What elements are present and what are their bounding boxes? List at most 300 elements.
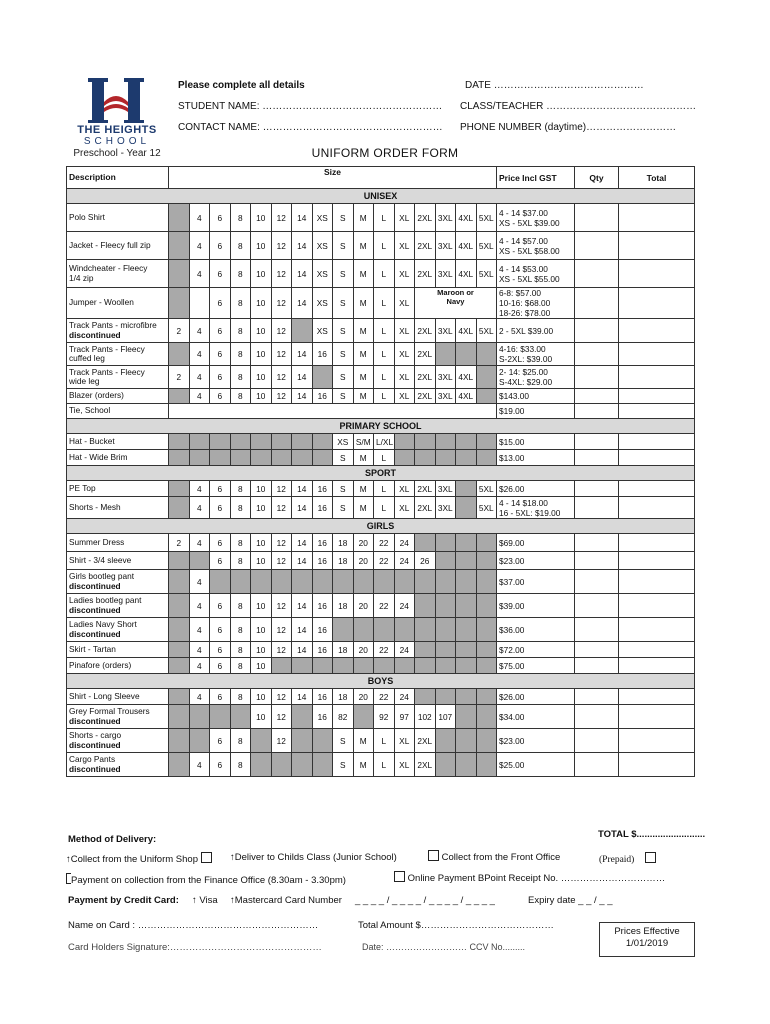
size-option[interactable]: 12 xyxy=(271,204,292,232)
qty-input[interactable] xyxy=(575,689,619,705)
size-option[interactable]: 14 xyxy=(292,366,313,389)
size-option[interactable]: L xyxy=(374,288,395,319)
checkbox-collect-front-office[interactable] xyxy=(428,850,439,861)
size-option[interactable]: 24 xyxy=(394,594,415,618)
size-option[interactable]: 4 xyxy=(189,618,210,642)
phone-number-field[interactable]: PHONE NUMBER (daytime)……………………… xyxy=(460,122,677,133)
size-option[interactable]: 6 xyxy=(210,729,231,753)
size-option[interactable]: 12 xyxy=(271,705,292,729)
size-option[interactable]: 20 xyxy=(353,552,374,570)
size-option[interactable]: 16 xyxy=(312,389,333,404)
row-total-input[interactable] xyxy=(619,319,695,343)
row-total-input[interactable] xyxy=(619,642,695,658)
size-option[interactable]: XL xyxy=(394,232,415,260)
size-option[interactable]: 16 xyxy=(312,552,333,570)
qty-input[interactable] xyxy=(575,705,619,729)
size-option[interactable]: 10 xyxy=(251,366,272,389)
qty-input[interactable] xyxy=(575,366,619,389)
size-option[interactable]: S xyxy=(333,450,354,466)
size-option[interactable]: 14 xyxy=(292,552,313,570)
size-option[interactable]: L xyxy=(374,343,395,366)
size-option[interactable]: L xyxy=(374,450,395,466)
size-option[interactable]: 6 xyxy=(210,534,231,552)
size-option[interactable]: 24 xyxy=(394,689,415,705)
size-option[interactable]: 14 xyxy=(292,343,313,366)
size-option[interactable]: 8 xyxy=(230,642,251,658)
row-total-input[interactable] xyxy=(619,658,695,674)
size-option[interactable]: M xyxy=(353,729,374,753)
size-option[interactable]: 10 xyxy=(251,288,272,319)
size-option[interactable]: 92 xyxy=(374,705,395,729)
option-mastercard[interactable]: ↑Mastercard Card Number xyxy=(230,895,342,906)
size-option[interactable]: S xyxy=(333,343,354,366)
size-option[interactable]: S xyxy=(333,319,354,343)
size-option[interactable]: 8 xyxy=(230,481,251,497)
size-option[interactable]: XL xyxy=(394,389,415,404)
qty-input[interactable] xyxy=(575,552,619,570)
size-option[interactable]: 10 xyxy=(251,343,272,366)
size-option[interactable]: 10 xyxy=(251,642,272,658)
qty-input[interactable] xyxy=(575,618,619,642)
size-option[interactable]: XS xyxy=(312,232,333,260)
size-option[interactable]: XL xyxy=(394,753,415,777)
size-option[interactable]: XL xyxy=(394,319,415,343)
prepaid-option[interactable]: (Prepaid) xyxy=(599,852,656,865)
date-ccv-field[interactable]: Date: ……………………… CCV No......... xyxy=(362,942,526,952)
size-option[interactable]: 8 xyxy=(230,389,251,404)
size-option[interactable]: M xyxy=(353,343,374,366)
size-option[interactable]: 4 xyxy=(189,753,210,777)
signature-field[interactable]: Card Holders Signature:………………………………………… xyxy=(68,942,322,953)
size-option[interactable]: 2XL xyxy=(415,729,436,753)
size-option[interactable]: S xyxy=(333,366,354,389)
size-option[interactable]: 20 xyxy=(353,642,374,658)
row-total-input[interactable] xyxy=(619,729,695,753)
size-option[interactable]: 6 xyxy=(210,552,231,570)
size-option[interactable]: 14 xyxy=(292,594,313,618)
size-option[interactable]: 10 xyxy=(251,534,272,552)
qty-input[interactable] xyxy=(575,570,619,594)
checkbox-prepaid[interactable] xyxy=(645,852,656,863)
size-option[interactable]: 8 xyxy=(230,534,251,552)
qty-input[interactable] xyxy=(575,404,619,419)
size-option[interactable]: 4 xyxy=(189,481,210,497)
size-option[interactable]: 8 xyxy=(230,288,251,319)
size-option[interactable]: 8 xyxy=(230,343,251,366)
size-option[interactable]: 12 xyxy=(271,389,292,404)
size-option[interactable]: 4 xyxy=(189,204,210,232)
qty-input[interactable] xyxy=(575,288,619,319)
size-option[interactable]: 10 xyxy=(251,618,272,642)
size-option[interactable]: 6 xyxy=(210,618,231,642)
size-option[interactable]: 4 xyxy=(189,260,210,288)
size-option[interactable]: L/XL xyxy=(374,434,395,450)
qty-input[interactable] xyxy=(575,594,619,618)
qty-input[interactable] xyxy=(575,434,619,450)
size-option[interactable]: 24 xyxy=(394,534,415,552)
size-option[interactable]: 10 xyxy=(251,260,272,288)
size-option[interactable]: L xyxy=(374,366,395,389)
name-on-card-field[interactable]: Name on Card : ………………………………………………… xyxy=(68,920,319,931)
size-option[interactable]: 16 xyxy=(312,705,333,729)
size-option[interactable]: L xyxy=(374,481,395,497)
size-option[interactable]: 20 xyxy=(353,689,374,705)
size-option[interactable]: 12 xyxy=(271,534,292,552)
size-option[interactable]: 8 xyxy=(230,204,251,232)
size-option[interactable]: 4XL xyxy=(456,366,477,389)
size-option[interactable]: 22 xyxy=(374,594,395,618)
size-option[interactable]: 26 xyxy=(415,552,436,570)
size-option[interactable]: 2XL xyxy=(415,204,436,232)
size-option[interactable]: 8 xyxy=(230,232,251,260)
size-option[interactable]: 5XL xyxy=(476,232,497,260)
size-option[interactable]: XS xyxy=(312,288,333,319)
size-option[interactable]: S xyxy=(333,497,354,519)
size-option[interactable]: 8 xyxy=(230,497,251,519)
size-option[interactable]: 8 xyxy=(230,689,251,705)
size-option[interactable]: 2 xyxy=(169,534,190,552)
size-option[interactable]: 12 xyxy=(271,497,292,519)
qty-input[interactable] xyxy=(575,450,619,466)
size-option[interactable]: 10 xyxy=(251,689,272,705)
size-option[interactable]: 12 xyxy=(271,594,292,618)
size-option[interactable]: 6 xyxy=(210,497,231,519)
class-teacher-field[interactable]: CLASS/TEACHER ……………………………………… xyxy=(460,101,697,112)
size-option[interactable]: 3XL xyxy=(435,260,456,288)
size-option[interactable]: 14 xyxy=(292,481,313,497)
size-option[interactable]: S xyxy=(333,729,354,753)
size-option[interactable]: 6 xyxy=(210,753,231,777)
size-option[interactable]: 5XL xyxy=(476,260,497,288)
size-option[interactable]: 4 xyxy=(189,570,210,594)
size-option[interactable]: 10 xyxy=(251,497,272,519)
size-option[interactable]: XL xyxy=(394,366,415,389)
size-option[interactable]: 82 xyxy=(333,705,354,729)
size-option[interactable]: 4 xyxy=(189,534,210,552)
size-option[interactable]: 3XL xyxy=(435,204,456,232)
size-option[interactable]: 4XL xyxy=(456,260,477,288)
qty-input[interactable] xyxy=(575,343,619,366)
size-option[interactable]: 4 xyxy=(189,232,210,260)
size-option[interactable]: XL xyxy=(394,288,415,319)
size-option[interactable]: 6 xyxy=(210,343,231,366)
size-option[interactable]: 2XL xyxy=(415,481,436,497)
qty-input[interactable] xyxy=(575,204,619,232)
size-option[interactable]: L xyxy=(374,319,395,343)
qty-input[interactable] xyxy=(575,389,619,404)
row-total-input[interactable] xyxy=(619,434,695,450)
row-total-input[interactable] xyxy=(619,497,695,519)
size-option[interactable]: S xyxy=(333,204,354,232)
size-option[interactable]: 16 xyxy=(312,343,333,366)
size-option[interactable]: 2XL xyxy=(415,319,436,343)
size-option[interactable]: 4XL xyxy=(456,389,477,404)
qty-input[interactable] xyxy=(575,642,619,658)
size-option[interactable]: 6 xyxy=(210,260,231,288)
size-option[interactable]: XL xyxy=(394,729,415,753)
size-option[interactable]: 2XL xyxy=(415,389,436,404)
size-option[interactable]: M xyxy=(353,366,374,389)
size-option[interactable]: 8 xyxy=(230,260,251,288)
size-option[interactable]: S/M xyxy=(353,434,374,450)
row-total-input[interactable] xyxy=(619,481,695,497)
size-option[interactable]: 20 xyxy=(353,534,374,552)
size-option[interactable]: 4 xyxy=(189,366,210,389)
size-option[interactable]: 8 xyxy=(230,319,251,343)
size-option[interactable]: 3XL xyxy=(435,389,456,404)
size-option[interactable]: M xyxy=(353,232,374,260)
size-option[interactable]: L xyxy=(374,497,395,519)
size-option[interactable]: L xyxy=(374,204,395,232)
size-option[interactable]: 10 xyxy=(251,594,272,618)
size-option[interactable]: 4XL xyxy=(456,319,477,343)
size-option[interactable]: 10 xyxy=(251,705,272,729)
size-option[interactable]: 14 xyxy=(292,497,313,519)
date-field[interactable]: DATE ……………………………………… xyxy=(465,80,644,91)
size-option[interactable]: M xyxy=(353,260,374,288)
size-option[interactable]: 3XL xyxy=(435,497,456,519)
size-option[interactable]: 16 xyxy=(312,689,333,705)
size-option[interactable]: 6 xyxy=(210,642,231,658)
size-option[interactable]: 12 xyxy=(271,481,292,497)
size-option[interactable]: 2XL xyxy=(415,366,436,389)
size-option[interactable]: 5XL xyxy=(476,481,497,497)
size-option[interactable]: 24 xyxy=(394,552,415,570)
size-option[interactable]: 4 xyxy=(189,319,210,343)
size-option[interactable]: 14 xyxy=(292,689,313,705)
size-option[interactable]: 16 xyxy=(312,618,333,642)
size-option[interactable]: 6 xyxy=(210,594,231,618)
option-deliver-class[interactable]: ↑Deliver to Childs Class (Junior School) xyxy=(230,852,397,863)
size-option[interactable]: 12 xyxy=(271,618,292,642)
size-option[interactable]: 12 xyxy=(271,689,292,705)
size-option[interactable]: 97 xyxy=(394,705,415,729)
size-option[interactable]: XS xyxy=(312,204,333,232)
size-option[interactable]: 6 xyxy=(210,389,231,404)
size-option[interactable]: XL xyxy=(394,497,415,519)
size-option[interactable]: M xyxy=(353,450,374,466)
qty-input[interactable] xyxy=(575,497,619,519)
qty-input[interactable] xyxy=(575,658,619,674)
size-option[interactable]: XL xyxy=(394,343,415,366)
size-option[interactable]: 10 xyxy=(251,204,272,232)
size-option[interactable]: 12 xyxy=(271,288,292,319)
size-option[interactable]: 6 xyxy=(210,232,231,260)
size-option[interactable]: 8 xyxy=(230,753,251,777)
size-option[interactable]: S xyxy=(333,389,354,404)
row-total-input[interactable] xyxy=(619,404,695,419)
size-option[interactable]: M xyxy=(353,204,374,232)
size-option[interactable]: 10 xyxy=(251,232,272,260)
size-option[interactable]: 3XL xyxy=(435,366,456,389)
size-option[interactable]: 16 xyxy=(312,642,333,658)
row-total-input[interactable] xyxy=(619,366,695,389)
qty-input[interactable] xyxy=(575,319,619,343)
size-option[interactable]: 24 xyxy=(394,642,415,658)
size-option[interactable]: 2 xyxy=(169,319,190,343)
size-option[interactable]: 14 xyxy=(292,618,313,642)
size-option[interactable]: 14 xyxy=(292,288,313,319)
size-option[interactable]: 6 xyxy=(210,366,231,389)
size-option[interactable]: 14 xyxy=(292,534,313,552)
size-option[interactable]: 5XL xyxy=(476,497,497,519)
qty-input[interactable] xyxy=(575,729,619,753)
size-option[interactable]: 18 xyxy=(333,594,354,618)
size-option[interactable]: 3XL xyxy=(435,232,456,260)
size-option[interactable]: 22 xyxy=(374,552,395,570)
size-option[interactable]: M xyxy=(353,481,374,497)
size-option[interactable]: 4 xyxy=(189,594,210,618)
expiry-date-field[interactable]: Expiry date _ _ / _ _ xyxy=(528,895,613,906)
size-option[interactable]: 4 xyxy=(189,642,210,658)
size-option[interactable]: 8 xyxy=(230,658,251,674)
size-option[interactable]: 12 xyxy=(271,343,292,366)
grand-total-field[interactable]: TOTAL $.......................... xyxy=(598,829,706,840)
option-collect-uniform-shop[interactable]: ↑Collect from the Uniform Shop xyxy=(66,852,212,865)
row-total-input[interactable] xyxy=(619,288,695,319)
size-option[interactable]: 6 xyxy=(210,319,231,343)
size-option[interactable]: XS xyxy=(312,319,333,343)
checkbox-collect-uniform-shop[interactable] xyxy=(201,852,212,863)
row-total-input[interactable] xyxy=(619,594,695,618)
size-option[interactable]: L xyxy=(374,389,395,404)
size-option[interactable]: 14 xyxy=(292,204,313,232)
size-option[interactable]: 10 xyxy=(251,319,272,343)
size-option[interactable]: 6 xyxy=(210,689,231,705)
row-total-input[interactable] xyxy=(619,534,695,552)
size-option[interactable]: 5XL xyxy=(476,319,497,343)
size-option[interactable]: 2XL xyxy=(415,343,436,366)
size-option[interactable]: L xyxy=(374,232,395,260)
size-option[interactable]: M xyxy=(353,389,374,404)
checkbox-online-payment[interactable] xyxy=(394,871,405,882)
size-option[interactable]: 2XL xyxy=(415,497,436,519)
card-number-field[interactable]: _ _ _ _ / _ _ _ _ / _ _ _ _ / _ _ _ _ xyxy=(355,895,495,906)
size-option[interactable]: 3XL xyxy=(435,319,456,343)
size-option[interactable]: S xyxy=(333,232,354,260)
size-option[interactable]: 12 xyxy=(271,729,292,753)
row-total-input[interactable] xyxy=(619,705,695,729)
size-option[interactable]: L xyxy=(374,729,395,753)
size-option[interactable]: XS xyxy=(333,434,354,450)
size-option[interactable]: XL xyxy=(394,204,415,232)
size-option[interactable]: 2XL xyxy=(415,753,436,777)
row-total-input[interactable] xyxy=(619,618,695,642)
size-option[interactable]: 8 xyxy=(230,594,251,618)
size-option[interactable]: 8 xyxy=(230,552,251,570)
size-option[interactable]: 14 xyxy=(292,260,313,288)
size-option[interactable]: 22 xyxy=(374,534,395,552)
row-total-input[interactable] xyxy=(619,753,695,777)
size-option[interactable]: 4 xyxy=(189,497,210,519)
size-option[interactable]: 107 xyxy=(435,705,456,729)
size-option[interactable]: XL xyxy=(394,481,415,497)
size-option[interactable]: 5XL xyxy=(476,204,497,232)
qty-input[interactable] xyxy=(575,534,619,552)
qty-input[interactable] xyxy=(575,481,619,497)
size-option[interactable]: 6 xyxy=(210,204,231,232)
size-option[interactable]: 4 xyxy=(189,389,210,404)
size-option[interactable]: 16 xyxy=(312,534,333,552)
size-option[interactable]: M xyxy=(353,497,374,519)
size-option[interactable]: 18 xyxy=(333,534,354,552)
size-option[interactable]: 18 xyxy=(333,552,354,570)
size-option[interactable]: 16 xyxy=(312,497,333,519)
size-option[interactable] xyxy=(189,288,210,319)
size-option[interactable]: 10 xyxy=(251,389,272,404)
qty-input[interactable] xyxy=(575,232,619,260)
size-option[interactable]: 2XL xyxy=(415,232,436,260)
size-option[interactable]: 4XL xyxy=(456,232,477,260)
size-option[interactable]: 4 xyxy=(189,658,210,674)
row-total-input[interactable] xyxy=(619,552,695,570)
student-name-field[interactable]: STUDENT NAME: ……………………………………………… xyxy=(178,101,443,112)
size-option[interactable]: 22 xyxy=(374,642,395,658)
option-online-payment[interactable]: Online Payment BPoint Receipt No. …………………………… xyxy=(394,871,665,884)
size-option[interactable]: 22 xyxy=(374,689,395,705)
size-option[interactable]: L xyxy=(374,753,395,777)
row-total-input[interactable] xyxy=(619,260,695,288)
size-option[interactable]: 12 xyxy=(271,642,292,658)
size-option[interactable]: 12 xyxy=(271,552,292,570)
total-amount-field[interactable]: Total Amount $…………………………………… xyxy=(358,920,554,931)
size-option[interactable]: XL xyxy=(394,260,415,288)
size-option[interactable]: 16 xyxy=(312,594,333,618)
size-option[interactable]: 10 xyxy=(251,552,272,570)
size-option[interactable]: 8 xyxy=(230,618,251,642)
row-total-input[interactable] xyxy=(619,232,695,260)
size-option[interactable]: S xyxy=(333,288,354,319)
qty-input[interactable] xyxy=(575,753,619,777)
row-total-input[interactable] xyxy=(619,570,695,594)
size-option[interactable]: 18 xyxy=(333,689,354,705)
row-total-input[interactable] xyxy=(619,343,695,366)
size-option[interactable]: 6 xyxy=(210,658,231,674)
row-total-input[interactable] xyxy=(619,450,695,466)
row-total-input[interactable] xyxy=(619,204,695,232)
size-option[interactable]: 10 xyxy=(251,658,272,674)
contact-name-field[interactable]: CONTACT NAME: ……………………………………………… xyxy=(178,122,443,133)
size-option[interactable]: 4 xyxy=(189,689,210,705)
size-option[interactable]: M xyxy=(353,753,374,777)
qty-input[interactable] xyxy=(575,260,619,288)
size-option[interactable]: S xyxy=(333,481,354,497)
size-option[interactable]: 8 xyxy=(230,729,251,753)
size-option[interactable]: 6 xyxy=(210,288,231,319)
size-option[interactable]: 14 xyxy=(292,389,313,404)
size-option[interactable]: 2XL xyxy=(415,260,436,288)
size-option[interactable]: 14 xyxy=(292,642,313,658)
size-option[interactable]: 12 xyxy=(271,260,292,288)
size-option[interactable]: 102 xyxy=(415,705,436,729)
size-option[interactable]: 20 xyxy=(353,594,374,618)
row-total-input[interactable] xyxy=(619,689,695,705)
size-option[interactable]: 16 xyxy=(312,481,333,497)
size-option[interactable]: 18 xyxy=(333,642,354,658)
size-option[interactable]: 12 xyxy=(271,319,292,343)
size-option[interactable]: 12 xyxy=(271,232,292,260)
size-option[interactable]: 6 xyxy=(210,481,231,497)
option-visa[interactable]: ↑ Visa xyxy=(192,895,218,906)
size-option[interactable]: 3XL xyxy=(435,481,456,497)
row-total-input[interactable] xyxy=(619,389,695,404)
size-option[interactable]: 10 xyxy=(251,481,272,497)
size-option[interactable]: M xyxy=(353,319,374,343)
size-option[interactable]: 14 xyxy=(292,232,313,260)
size-option[interactable]: 8 xyxy=(230,366,251,389)
size-option[interactable]: M xyxy=(353,288,374,319)
size-option[interactable]: 4 xyxy=(189,343,210,366)
